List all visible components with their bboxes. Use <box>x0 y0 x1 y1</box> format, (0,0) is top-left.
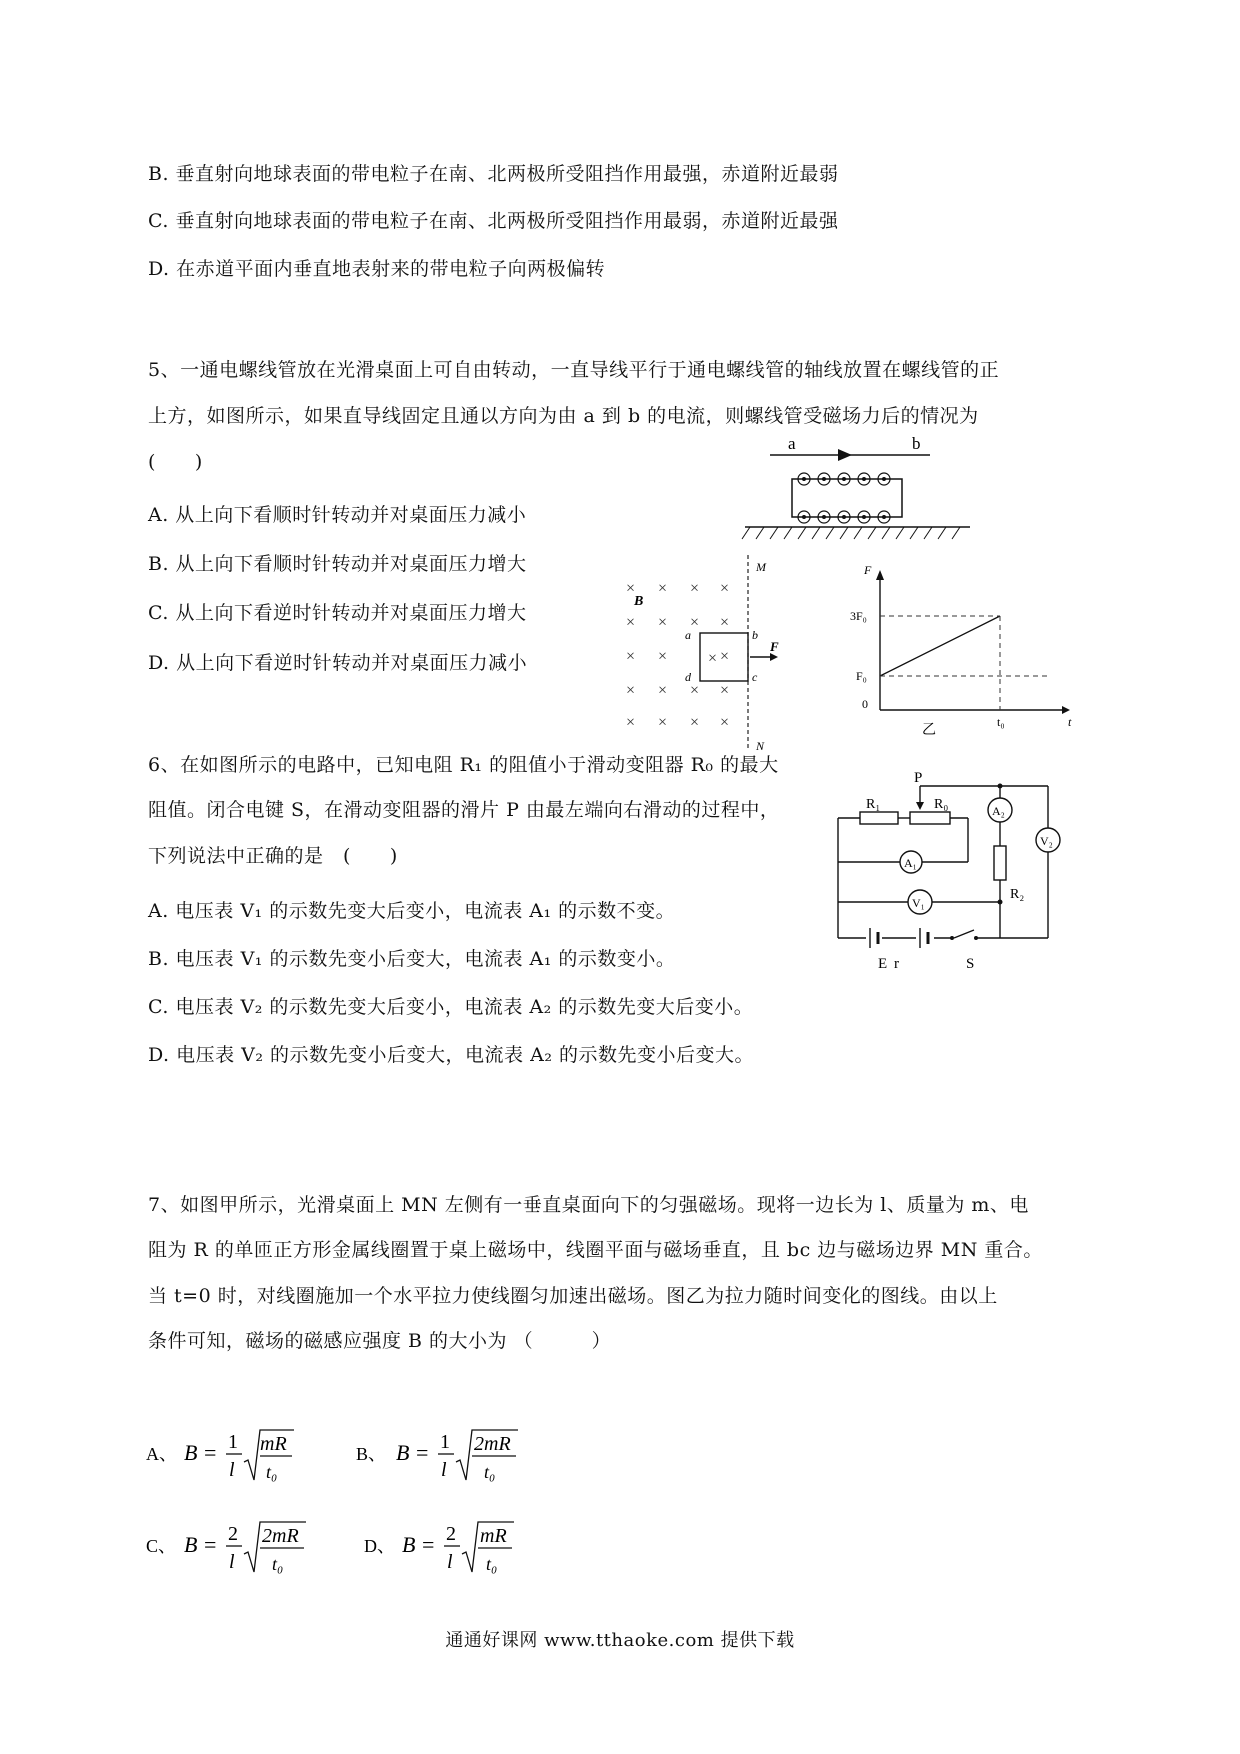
slider-arrow-icon <box>916 802 924 810</box>
label-S: S <box>966 956 975 972</box>
label-a: a <box>685 628 691 642</box>
svg-text:×: × <box>626 714 636 731</box>
table-hatch <box>742 527 960 539</box>
svg-text:t₀: t₀ <box>484 1462 496 1482</box>
force-arrowhead-icon <box>770 653 778 661</box>
q6-option-c: C. 电压表 V₂ 的示数先变大后变小，电流表 A₂ 的示数先变大后变小。 <box>148 996 754 1018</box>
svg-text:2mR: 2mR <box>474 1433 511 1455</box>
label-P: P <box>914 770 923 786</box>
label-F: F <box>770 639 779 654</box>
svg-text:×: × <box>720 714 730 731</box>
axis-t-label: t <box>1068 715 1072 729</box>
svg-text:mR: mR <box>480 1525 507 1547</box>
svg-text:=: = <box>204 1532 217 1557</box>
svg-text:l: l <box>229 1459 235 1481</box>
q7-option-c-d <box>146 1512 566 1582</box>
q5-option-a: A. 从上向下看顺时针转动并对桌面压力减小 <box>148 504 527 526</box>
option-c-label: C、 <box>146 1536 177 1556</box>
svg-text:×: × <box>626 580 636 597</box>
svg-text:B: B <box>396 1440 410 1465</box>
tick-3F0: 3F₀ <box>850 609 867 623</box>
q7-option-a-b <box>146 1420 566 1490</box>
svg-text:B: B <box>402 1532 416 1557</box>
svg-text:B: B <box>184 1440 198 1465</box>
svg-text:×: × <box>690 614 700 631</box>
label-V1: V₁ <box>912 896 925 910</box>
svg-text:×: × <box>690 580 700 597</box>
svg-text:×: × <box>626 614 636 631</box>
solenoid-figure <box>740 435 980 545</box>
q5-bracket: ( ) <box>148 451 203 473</box>
label-V2: V₂ <box>1040 834 1053 848</box>
option-a-label: A、 <box>146 1444 177 1464</box>
svg-text:×: × <box>720 580 730 597</box>
svg-text:×: × <box>658 614 668 631</box>
svg-text:l: l <box>447 1551 453 1573</box>
q6-option-d: D. 电压表 V₂ 的示数先变小后变大，电流表 A₂ 的示数先变小后变大。 <box>148 1044 754 1066</box>
label-A1: A₁ <box>904 856 917 870</box>
label-c: c <box>752 670 758 684</box>
option-d-label: D、 <box>364 1536 395 1556</box>
resistor-R2 <box>994 846 1006 880</box>
q7-stem-line1: 7、如图甲所示，光滑桌面上 MN 左侧有一垂直桌面向下的匀强磁场。现将一边长为 l、质量为 m、电 <box>148 1194 1029 1216</box>
svg-text:2mR: 2mR <box>262 1525 299 1547</box>
svg-text:t₀: t₀ <box>486 1554 498 1574</box>
q5-stem-line2: 上方，如图所示，如果直导线固定且通以方向为由 a 到 b 的电流，则螺线管受磁场力后的情况为 <box>148 405 979 427</box>
svg-text:×: × <box>658 682 668 699</box>
svg-text:×: × <box>690 714 700 731</box>
magnetic-field-figure <box>610 555 790 755</box>
rheostat-R0 <box>910 812 950 824</box>
svg-text:1: 1 <box>228 1431 238 1453</box>
label-a: a <box>788 435 796 453</box>
svg-text:×: × <box>626 648 636 665</box>
label-b: b <box>912 435 921 453</box>
label-r: r <box>894 956 899 972</box>
force-line <box>880 616 1000 676</box>
svg-text:l: l <box>441 1459 447 1481</box>
q4-option-d: D. 在赤道平面内垂直地表射来的带电粒子向两极偏转 <box>148 258 606 280</box>
circuit-diagram <box>830 770 1080 980</box>
label-A2: A₂ <box>992 804 1005 818</box>
label-R1: R₁ <box>866 797 881 812</box>
current-arrow-icon <box>838 449 852 461</box>
svg-text:×: × <box>690 682 700 699</box>
q6-stem-line1: 6、在如图所示的电路中，已知电阻 R₁ 的阻值小于滑动变阻器 R₀ 的最大 <box>148 754 779 776</box>
svg-text:2: 2 <box>446 1523 456 1545</box>
svg-text:×: × <box>720 614 730 631</box>
q7-stem-line3: 当 t=0 时，对线圈施加一个水平拉力使线圈匀加速出磁场。图乙为拉力随时间变化的图线。由以上 <box>148 1285 998 1307</box>
label-M: M <box>756 560 766 574</box>
axis-F-label: F <box>864 563 872 577</box>
q4-option-c: C. 垂直射向地球表面的带电粒子在南、北两极所受阻挡作用最弱，赤道附近最强 <box>148 210 839 232</box>
svg-text:=: = <box>204 1440 217 1465</box>
svg-text:t₀: t₀ <box>272 1554 284 1574</box>
label-b: b <box>752 628 758 642</box>
q7-stem-line2: 阻为 R 的单匝正方形金属线圈置于桌上磁场中，线圈平面与磁场垂直，且 bc 边与磁场边界 MN 重合。 <box>148 1239 1043 1261</box>
svg-text:l: l <box>229 1551 235 1573</box>
svg-text:×: × <box>708 650 718 667</box>
svg-text:1: 1 <box>440 1431 450 1453</box>
tick-0: 0 <box>862 697 868 711</box>
force-time-graph <box>840 560 1080 750</box>
label-B: B <box>634 594 644 609</box>
svg-text:×: × <box>658 648 668 665</box>
label-R2: R₂ <box>1010 887 1025 902</box>
q6-stem-line3: 下列说法中正确的是 ( ) <box>148 845 398 867</box>
q5-stem-line1: 5、一通电螺线管放在光滑桌面上可自由转动，一直导线平行于通电螺线管的轴线放置在螺线管的正 <box>148 359 1000 381</box>
svg-text:×: × <box>720 682 730 699</box>
q5-option-c: C. 从上向下看逆时针转动并对桌面压力增大 <box>148 602 527 624</box>
svg-text:=: = <box>416 1440 429 1465</box>
resistor-R1 <box>860 812 898 824</box>
svg-text:×: × <box>658 580 668 597</box>
svg-text:×: × <box>626 682 636 699</box>
tick-t0: t₀ <box>997 715 1005 729</box>
q6-option-a: A. 电压表 V₁ 的示数先变大后变小，电流表 A₁ 的示数不变。 <box>148 900 676 922</box>
label-E: E <box>878 956 888 972</box>
svg-text:B: B <box>184 1532 198 1557</box>
option-b-label: B、 <box>356 1444 387 1464</box>
svg-text:=: = <box>422 1532 435 1557</box>
tick-F0: F₀ <box>856 669 867 683</box>
q5-option-b: B. 从上向下看顺时针转动并对桌面压力增大 <box>148 553 527 575</box>
label-N: N <box>756 739 765 753</box>
svg-text:t₀: t₀ <box>266 1462 278 1482</box>
switch-icon <box>950 936 954 940</box>
q5-option-d: D. 从上向下看逆时针转动并对桌面压力减小 <box>148 652 528 674</box>
q4-option-b: B. 垂直射向地球表面的带电粒子在南、北两极所受阻挡作用最强，赤道附近最弱 <box>148 163 839 185</box>
svg-text:mR: mR <box>260 1433 287 1455</box>
label-d: d <box>685 670 691 684</box>
svg-text:×: × <box>720 648 730 665</box>
q6-option-b: B. 电压表 V₁ 的示数先变小后变大，电流表 A₁ 的示数变小。 <box>148 948 676 970</box>
figure-yi-label: 乙 <box>922 723 936 738</box>
svg-text:×: × <box>658 714 668 731</box>
q6-stem-line2: 阻值。闭合电键 S，在滑动变阻器的滑片 P 由最左端向右滑动的过程中， <box>148 799 780 821</box>
svg-text:2: 2 <box>228 1523 238 1545</box>
label-R0: R₀ <box>934 797 949 812</box>
q7-stem-line4: 条件可知，磁场的磁感应强度 B 的大小为 （ ） <box>148 1330 612 1352</box>
page-footer: 通通好课网 www.tthaoke.com 提供下载 <box>445 1630 795 1651</box>
